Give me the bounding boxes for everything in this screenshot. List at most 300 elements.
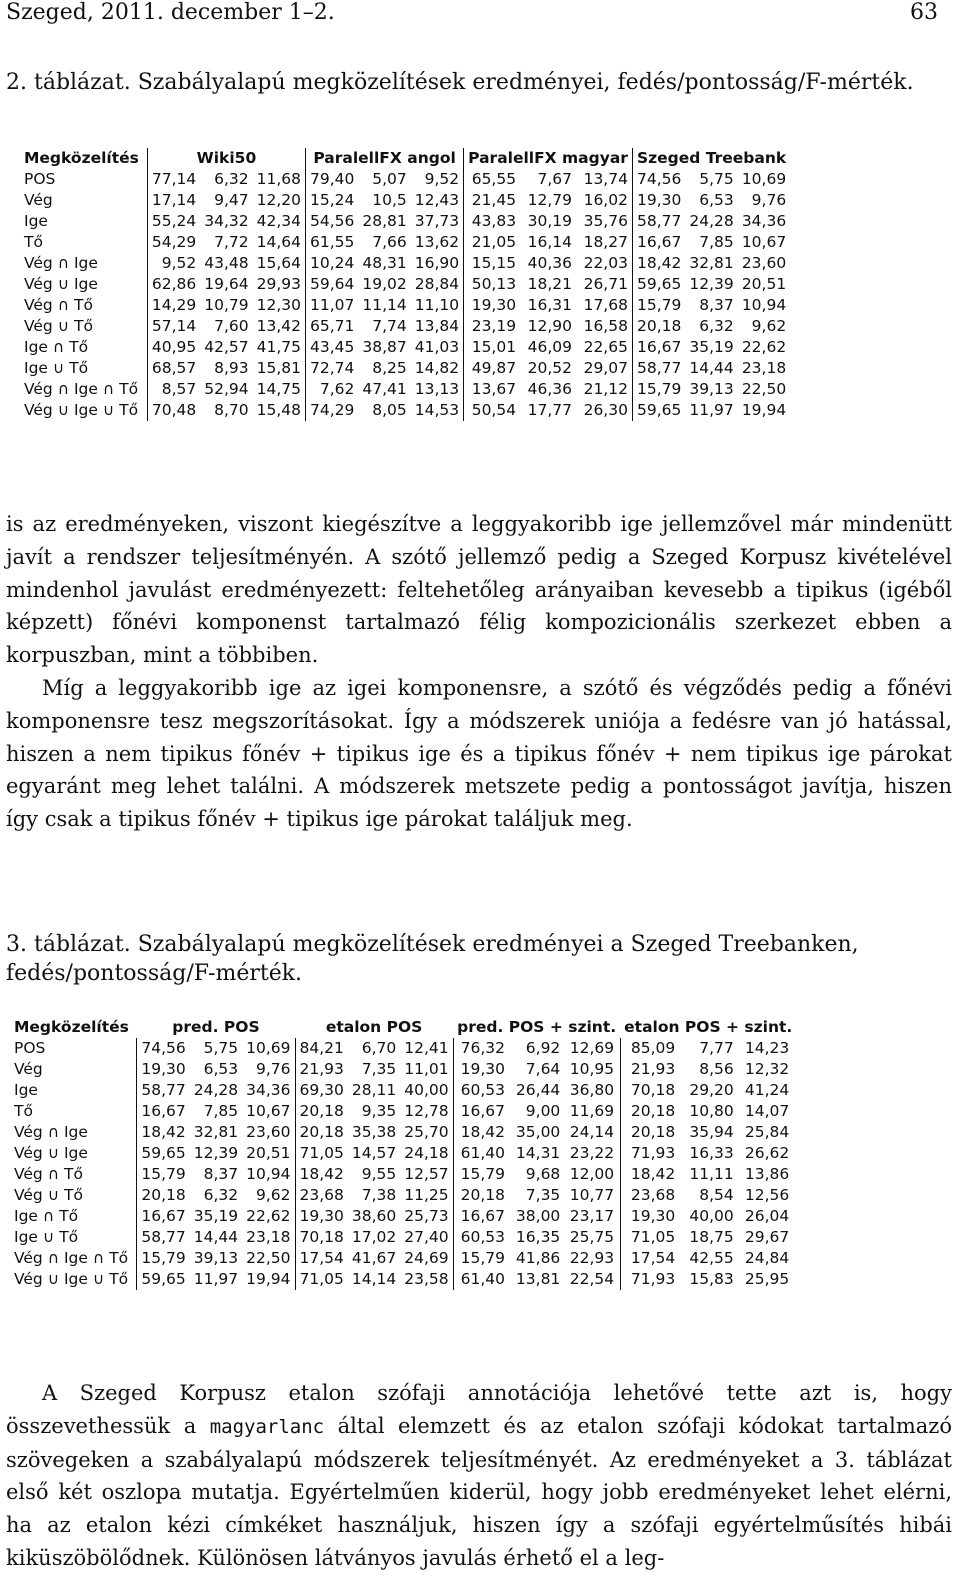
table-cell: 52,94 xyxy=(204,380,249,398)
paragraph: Míg a leggyakoribb ige az igei komponensre, a szótő és végződés pedig a főnévi komponensre tesz megszorításokat. Így a módszerek uniója a fedésre van jó hatással, hiszen a nem tipikus főnév + tipikus ige és a tipikus főnév + nem tipikus ige párokat egyaránt meg lehet találni. A módszerek metszete pedig a pontosságot javítja, hiszen így csak a tipikus főnév + tipikus ige párokat találjuk meg. xyxy=(6,675,952,832)
table-cell: 65,55 xyxy=(464,169,520,190)
table-cell: 12,57 xyxy=(404,1165,449,1183)
table-cell: 6,70 xyxy=(361,1039,397,1057)
table-cell: 15,79 xyxy=(632,379,685,400)
table-cell: 14,29 xyxy=(147,295,200,316)
table-2-caption: 2. táblázat. Szabályalapú megközelítések eredményei, fedés/pontosság/F-mérték. xyxy=(6,70,914,95)
table-cell: 20,18 xyxy=(453,1185,509,1206)
table-cell: 50,54 xyxy=(464,400,520,421)
table-cell: 26,44 xyxy=(515,1081,561,1099)
table-cell: 12,39 xyxy=(193,1144,239,1162)
table-cell: 24,28 xyxy=(193,1081,239,1099)
table-cell: 22,03 xyxy=(583,254,628,272)
table-row xyxy=(24,232,790,253)
table-cell: 29,67 xyxy=(744,1228,790,1246)
table-cell: 35,19 xyxy=(193,1207,239,1225)
table-cell: 11,25 xyxy=(404,1186,449,1204)
body-text-2 xyxy=(6,1377,952,1575)
table-cell: 7,38 xyxy=(361,1186,397,1204)
table-cell: 61,40 xyxy=(453,1269,509,1290)
table-cell: 11,97 xyxy=(689,401,734,419)
row-label: Ige xyxy=(14,1081,38,1099)
table-cell: 57,14 xyxy=(147,316,200,337)
table-cell: 8,93 xyxy=(214,359,249,377)
table-row xyxy=(14,1143,796,1164)
row-label: Vég ∩ Ige ∩ Tő xyxy=(24,380,139,398)
table-cell: 14,75 xyxy=(256,380,302,398)
table-cell: 16,67 xyxy=(453,1101,509,1122)
table-cell: 16,33 xyxy=(689,1144,734,1162)
table-cell: 22,93 xyxy=(569,1249,615,1267)
table-cell: 8,37 xyxy=(203,1165,239,1183)
table-cell: 38,00 xyxy=(515,1207,561,1225)
table-cell: 9,62 xyxy=(256,1186,291,1204)
table-cell: 26,30 xyxy=(583,401,628,419)
table-cell: 58,77 xyxy=(632,211,685,232)
row-label: Ige ∩ Tő xyxy=(14,1207,79,1225)
row-label: Vég ∪ Tő xyxy=(24,317,93,335)
table-cell: 21,45 xyxy=(464,190,520,211)
table-row xyxy=(14,1185,796,1206)
page-number: 63 xyxy=(910,0,938,25)
column-header: pred. POS + szint. xyxy=(457,1018,617,1036)
table-cell: 9,00 xyxy=(525,1102,561,1120)
table-cell: 14,64 xyxy=(256,233,302,251)
table-cell: 12,69 xyxy=(569,1039,615,1057)
table-cell: 18,42 xyxy=(295,1164,348,1185)
table-cell: 71,05 xyxy=(295,1269,348,1290)
row-label: Ige ∪ Tő xyxy=(14,1228,79,1246)
table-cell: 42,57 xyxy=(204,338,249,356)
table-cell: 19,02 xyxy=(362,275,407,293)
table-cell: 59,65 xyxy=(632,400,685,421)
table-cell: 59,65 xyxy=(137,1143,190,1164)
table-cell: 20,52 xyxy=(527,359,572,377)
table-cell: 46,36 xyxy=(527,380,572,398)
table-cell: 22,62 xyxy=(741,338,787,356)
row-label: Vég ∪ Ige ∪ Tő xyxy=(14,1270,129,1288)
table-cell: 12,39 xyxy=(689,275,734,293)
paragraph: is az eredményeken, viszont kiegészítve a leggyakoribb ige jellemzővel már mindenütt javít a rendszer teljesítményén. A szótő jellemző pedig a Szeged Korpusz kivételével mindenhol javulást eredményezett: feltehetőleg arányaiban kevesebb a tipikus (igéből képzett) főnévi komponenst tartalmazó félig kompozicionális szerkezet ebben a korpuszban, mint a többiben. xyxy=(6,512,952,668)
table-cell: 15,79 xyxy=(453,1248,509,1269)
table-cell: 35,00 xyxy=(515,1123,561,1141)
table-cell: 6,53 xyxy=(203,1060,239,1078)
body-text-1 xyxy=(6,508,952,836)
table-cell: 43,48 xyxy=(204,254,249,272)
table-cell: 22,65 xyxy=(583,338,628,356)
table-cell: 49,87 xyxy=(464,358,520,379)
table-cell: 28,84 xyxy=(414,275,460,293)
table-cell: 14,82 xyxy=(414,359,460,377)
table-cell: 32,81 xyxy=(193,1123,239,1141)
table-cell: 41,67 xyxy=(351,1249,397,1267)
table-cell: 6,92 xyxy=(525,1039,561,1057)
table-cell: 43,45 xyxy=(306,337,359,358)
table-cell: 16,67 xyxy=(632,232,685,253)
table-cell: 14,53 xyxy=(414,401,460,419)
table-cell: 71,93 xyxy=(620,1143,679,1164)
table-cell: 6,32 xyxy=(203,1186,239,1204)
table-cell: 27,40 xyxy=(404,1228,449,1246)
table-cell: 5,75 xyxy=(699,170,734,188)
table-cell: 25,95 xyxy=(744,1270,790,1288)
table-cell: 10,94 xyxy=(246,1165,291,1183)
table-cell: 10,69 xyxy=(741,170,787,188)
table-cell: 24,18 xyxy=(404,1144,449,1162)
table-row xyxy=(14,1269,796,1290)
table-cell: 14,31 xyxy=(515,1144,561,1162)
table-cell: 28,11 xyxy=(351,1081,397,1099)
table-cell: 42,55 xyxy=(689,1249,734,1267)
table-cell: 7,60 xyxy=(214,317,249,335)
table-cell: 9,35 xyxy=(361,1102,397,1120)
table-cell: 35,19 xyxy=(689,338,734,356)
table-cell: 18,21 xyxy=(527,275,572,293)
table-cell: 41,03 xyxy=(414,338,460,356)
table-cell: 40,00 xyxy=(404,1081,449,1099)
row-label: Vég ∩ Ige xyxy=(24,254,98,272)
table-cell: 59,65 xyxy=(632,274,685,295)
table-cell: 70,48 xyxy=(147,400,200,421)
table-cell: 17,14 xyxy=(147,190,200,211)
table-cell: 48,31 xyxy=(362,254,407,272)
table-cell: 84,21 xyxy=(295,1038,348,1059)
table-cell: 19,94 xyxy=(741,401,787,419)
table-cell: 79,40 xyxy=(306,169,359,190)
table-body xyxy=(14,1038,796,1290)
table-cell: 10,77 xyxy=(569,1186,615,1204)
row-label: Vég xyxy=(14,1060,43,1078)
table-cell: 8,05 xyxy=(372,401,407,419)
table-cell: 35,94 xyxy=(689,1123,734,1141)
table-cell: 40,95 xyxy=(147,337,200,358)
table-2 xyxy=(24,148,790,421)
page-header xyxy=(6,0,938,26)
table-cell: 20,51 xyxy=(741,275,787,293)
table-cell: 41,75 xyxy=(256,338,302,356)
table-cell: 17,54 xyxy=(295,1248,348,1269)
table-cell: 16,35 xyxy=(515,1228,561,1246)
table-cell: 20,18 xyxy=(620,1101,679,1122)
table-cell: 22,50 xyxy=(246,1249,291,1267)
table-cell: 16,67 xyxy=(632,337,685,358)
table-cell: 18,27 xyxy=(583,233,628,251)
table-cell: 7,67 xyxy=(537,170,572,188)
table-cell: 14,44 xyxy=(689,359,734,377)
table-row xyxy=(14,1164,796,1185)
table-cell: 69,30 xyxy=(295,1080,348,1101)
table-cell: 9,47 xyxy=(214,191,249,209)
table-cell: 13,84 xyxy=(414,317,460,335)
table-cell: 16,67 xyxy=(453,1206,509,1227)
table-cell: 13,81 xyxy=(515,1270,561,1288)
table-cell: 74,29 xyxy=(306,400,359,421)
table-cell: 14,44 xyxy=(193,1228,239,1246)
table-cell: 10,24 xyxy=(306,253,359,274)
table-cell: 74,56 xyxy=(137,1038,190,1059)
table-cell: 24,69 xyxy=(404,1249,449,1267)
table-cell: 19,64 xyxy=(204,275,249,293)
table-cell: 29,07 xyxy=(583,359,628,377)
table-cell: 13,13 xyxy=(414,380,460,398)
table-cell: 23,60 xyxy=(246,1123,291,1141)
table-cell: 6,32 xyxy=(214,170,249,188)
table-cell: 23,22 xyxy=(569,1144,615,1162)
table-cell: 39,13 xyxy=(193,1249,239,1267)
table-cell: 8,57 xyxy=(147,379,200,400)
table-cell: 14,07 xyxy=(744,1102,790,1120)
table-cell: 62,86 xyxy=(147,274,200,295)
column-header: ParalellFX angol xyxy=(306,148,464,169)
table-cell: 29,93 xyxy=(256,275,302,293)
table-row xyxy=(14,1227,796,1248)
table-cell: 59,64 xyxy=(306,274,359,295)
table-cell: 8,25 xyxy=(372,359,407,377)
table-cell: 28,81 xyxy=(362,212,407,230)
column-header: ParalellFX magyar xyxy=(464,148,633,169)
table-cell: 54,29 xyxy=(147,232,200,253)
row-label: Ige ∪ Tő xyxy=(24,359,89,377)
table-cell: 12,20 xyxy=(256,191,302,209)
table-cell: 26,04 xyxy=(744,1207,790,1225)
table-cell: 11,14 xyxy=(362,296,407,314)
table-3-caption: 3. táblázat. Szabályalapú megközelítések eredményei a Szeged Treebanken, fedés/pontosság/F-mérték. xyxy=(6,932,859,986)
table-cell: 16,90 xyxy=(414,254,460,272)
table-row xyxy=(14,1038,796,1059)
table-row xyxy=(24,337,790,358)
table-cell: 18,75 xyxy=(689,1228,734,1246)
table-cell: 13,86 xyxy=(744,1165,790,1183)
table-row xyxy=(24,379,790,400)
column-header: etalon POS xyxy=(325,1018,423,1036)
table-cell: 8,54 xyxy=(699,1186,734,1204)
table-cell: 20,18 xyxy=(632,316,685,337)
table-cell: 9,52 xyxy=(147,253,200,274)
table-cell: 7,72 xyxy=(214,233,249,251)
table-cell: 35,38 xyxy=(351,1123,397,1141)
table-cell: 18,42 xyxy=(453,1122,509,1143)
table-cell: 19,30 xyxy=(137,1059,190,1080)
table-row xyxy=(24,295,790,316)
row-label: Ige ∩ Tő xyxy=(24,338,89,356)
table-cell: 15,79 xyxy=(632,295,685,316)
column-header: Megközelítés xyxy=(14,1018,129,1036)
table-row xyxy=(14,1101,796,1122)
table-cell: 25,73 xyxy=(404,1207,449,1225)
table-3 xyxy=(14,1017,796,1290)
table-cell: 39,13 xyxy=(689,380,734,398)
table-cell: 10,69 xyxy=(246,1039,291,1057)
table-cell: 25,84 xyxy=(744,1123,790,1141)
table-cell: 12,90 xyxy=(527,317,572,335)
table-cell: 15,79 xyxy=(453,1164,509,1185)
table-cell: 11,97 xyxy=(193,1270,239,1288)
table-cell: 71,93 xyxy=(620,1269,679,1290)
table-cell: 8,37 xyxy=(699,296,734,314)
table-cell: 11,68 xyxy=(256,170,302,188)
table-cell: 6,53 xyxy=(699,191,734,209)
table-row xyxy=(24,211,790,232)
table-cell: 10,67 xyxy=(246,1102,291,1120)
table-cell: 7,62 xyxy=(306,379,359,400)
table-row xyxy=(14,1122,796,1143)
table-cell: 10,95 xyxy=(569,1060,615,1078)
column-header: pred. POS xyxy=(172,1018,260,1036)
table-row xyxy=(24,358,790,379)
table-cell: 9,68 xyxy=(525,1165,561,1183)
table-cell: 17,54 xyxy=(620,1248,679,1269)
table-cell: 15,24 xyxy=(306,190,359,211)
table-cell: 14,23 xyxy=(744,1039,790,1057)
running-header: Szeged, 2011. december 1–2. xyxy=(6,0,335,25)
table-cell: 9,52 xyxy=(424,170,460,188)
table-row xyxy=(14,1248,796,1269)
table-cell: 5,75 xyxy=(203,1039,239,1057)
table-cell: 19,30 xyxy=(453,1059,509,1080)
table-cell: 47,41 xyxy=(362,380,407,398)
table-cell: 23,19 xyxy=(464,316,520,337)
table-cell: 13,62 xyxy=(414,233,460,251)
table-cell: 16,02 xyxy=(583,191,628,209)
table-cell: 17,02 xyxy=(351,1228,397,1246)
table-cell: 9,62 xyxy=(751,317,787,335)
table-cell: 61,40 xyxy=(453,1143,509,1164)
table-cell: 15,01 xyxy=(464,337,520,358)
paragraph-text: A Szeged Korpusz etalon szófaji annotációja lehetővé tette azt is, hogy összevethessük a xyxy=(6,1381,952,1438)
table-cell: 16,14 xyxy=(527,233,572,251)
table-cell: 40,00 xyxy=(689,1207,734,1225)
table-cell: 12,79 xyxy=(527,191,572,209)
table-cell: 10,80 xyxy=(689,1102,734,1120)
table-cell: 7,35 xyxy=(525,1186,561,1204)
table-cell: 11,69 xyxy=(569,1102,615,1120)
table-cell: 15,64 xyxy=(256,254,302,272)
table-cell: 23,18 xyxy=(741,359,787,377)
row-label: Tő xyxy=(24,233,43,251)
table-cell: 24,14 xyxy=(569,1123,615,1141)
table-cell: 7,74 xyxy=(372,317,407,335)
table-cell: 11,10 xyxy=(414,296,460,314)
table-cell: 7,35 xyxy=(361,1060,397,1078)
table-cell: 43,83 xyxy=(464,211,520,232)
table-cell: 72,74 xyxy=(306,358,359,379)
column-header: etalon POS + szint. xyxy=(624,1018,793,1036)
table-cell: 13,67 xyxy=(464,379,520,400)
table-cell: 25,70 xyxy=(404,1123,449,1141)
table-cell: 23,60 xyxy=(741,254,787,272)
table-cell: 12,78 xyxy=(404,1102,449,1120)
table-cell: 26,62 xyxy=(744,1144,790,1162)
table-cell: 19,30 xyxy=(464,295,520,316)
table-cell: 19,30 xyxy=(620,1206,679,1227)
table-cell: 34,32 xyxy=(204,212,249,230)
table-cell: 10,94 xyxy=(741,296,787,314)
table-cell: 38,60 xyxy=(351,1207,397,1225)
table-cell: 12,43 xyxy=(414,191,460,209)
table-cell: 22,62 xyxy=(246,1207,291,1225)
table-cell: 7,85 xyxy=(203,1102,239,1120)
table-cell: 12,32 xyxy=(744,1060,790,1078)
table-cell: 37,73 xyxy=(414,212,460,230)
table-cell: 46,09 xyxy=(527,338,572,356)
table-cell: 15,15 xyxy=(464,253,520,274)
table-cell: 25,75 xyxy=(569,1228,615,1246)
table-cell: 42,34 xyxy=(256,212,302,230)
table-cell: 23,58 xyxy=(404,1270,449,1288)
table-cell: 40,36 xyxy=(527,254,572,272)
table-cell: 15,79 xyxy=(137,1248,190,1269)
row-label: Vég xyxy=(24,191,53,209)
table-row xyxy=(24,253,790,274)
row-label: Vég ∪ Ige xyxy=(14,1144,88,1162)
column-header: Megközelítés xyxy=(24,149,139,167)
table-cell: 41,24 xyxy=(744,1081,790,1099)
table-row xyxy=(14,1206,796,1227)
code-term: magyarlanc xyxy=(209,1415,325,1438)
table-cell: 32,81 xyxy=(689,254,734,272)
table-cell: 22,54 xyxy=(569,1270,615,1288)
table-cell: 35,76 xyxy=(583,212,628,230)
column-header: Wiki50 xyxy=(147,148,305,169)
table-cell: 21,93 xyxy=(620,1059,679,1080)
table-cell: 15,48 xyxy=(256,401,302,419)
table-cell: 11,01 xyxy=(404,1060,449,1078)
table-cell: 36,80 xyxy=(569,1081,615,1099)
table-cell: 16,67 xyxy=(137,1206,190,1227)
table-cell: 41,86 xyxy=(515,1249,561,1267)
row-label: Vég ∪ Ige xyxy=(24,275,98,293)
table-cell: 9,55 xyxy=(361,1165,397,1183)
table-cell: 17,68 xyxy=(583,296,628,314)
table-cell: 7,77 xyxy=(699,1039,734,1057)
table-cell: 9,76 xyxy=(256,1060,291,1078)
table-row xyxy=(24,190,790,211)
column-header: Szeged Treebank xyxy=(632,148,790,169)
row-label: POS xyxy=(14,1039,46,1057)
row-label: Tő xyxy=(14,1102,33,1120)
table-cell: 60,53 xyxy=(453,1227,509,1248)
table-cell: 22,50 xyxy=(741,380,787,398)
table-cell: 6,32 xyxy=(699,317,734,335)
row-label: POS xyxy=(24,170,56,188)
table-cell: 12,56 xyxy=(744,1186,790,1204)
table-cell: 8,70 xyxy=(214,401,249,419)
table-cell: 24,84 xyxy=(744,1249,790,1267)
table-cell: 14,57 xyxy=(351,1144,397,1162)
row-label: Vég ∩ Tő xyxy=(14,1165,83,1183)
table-cell: 11,11 xyxy=(689,1165,734,1183)
table-cell: 12,30 xyxy=(256,296,302,314)
table-cell: 21,93 xyxy=(295,1059,348,1080)
table-cell: 17,77 xyxy=(527,401,572,419)
table-cell: 20,18 xyxy=(620,1122,679,1143)
row-label: Vég ∪ Ige ∪ Tő xyxy=(24,401,139,419)
table-cell: 55,24 xyxy=(147,211,200,232)
table-row xyxy=(14,1059,796,1080)
table-cell: 23,18 xyxy=(246,1228,291,1246)
table-cell: 77,14 xyxy=(147,169,200,190)
table-cell: 70,18 xyxy=(295,1227,348,1248)
table-cell: 19,94 xyxy=(246,1270,291,1288)
table-cell: 13,74 xyxy=(583,170,628,188)
table-cell: 16,58 xyxy=(583,317,628,335)
table-cell: 65,71 xyxy=(306,316,359,337)
row-label: Vég ∩ Ige ∩ Tő xyxy=(14,1249,129,1267)
table-cell: 15,83 xyxy=(689,1270,734,1288)
table-cell: 5,07 xyxy=(372,170,407,188)
table-cell: 20,51 xyxy=(246,1144,291,1162)
table-cell: 61,55 xyxy=(306,232,359,253)
